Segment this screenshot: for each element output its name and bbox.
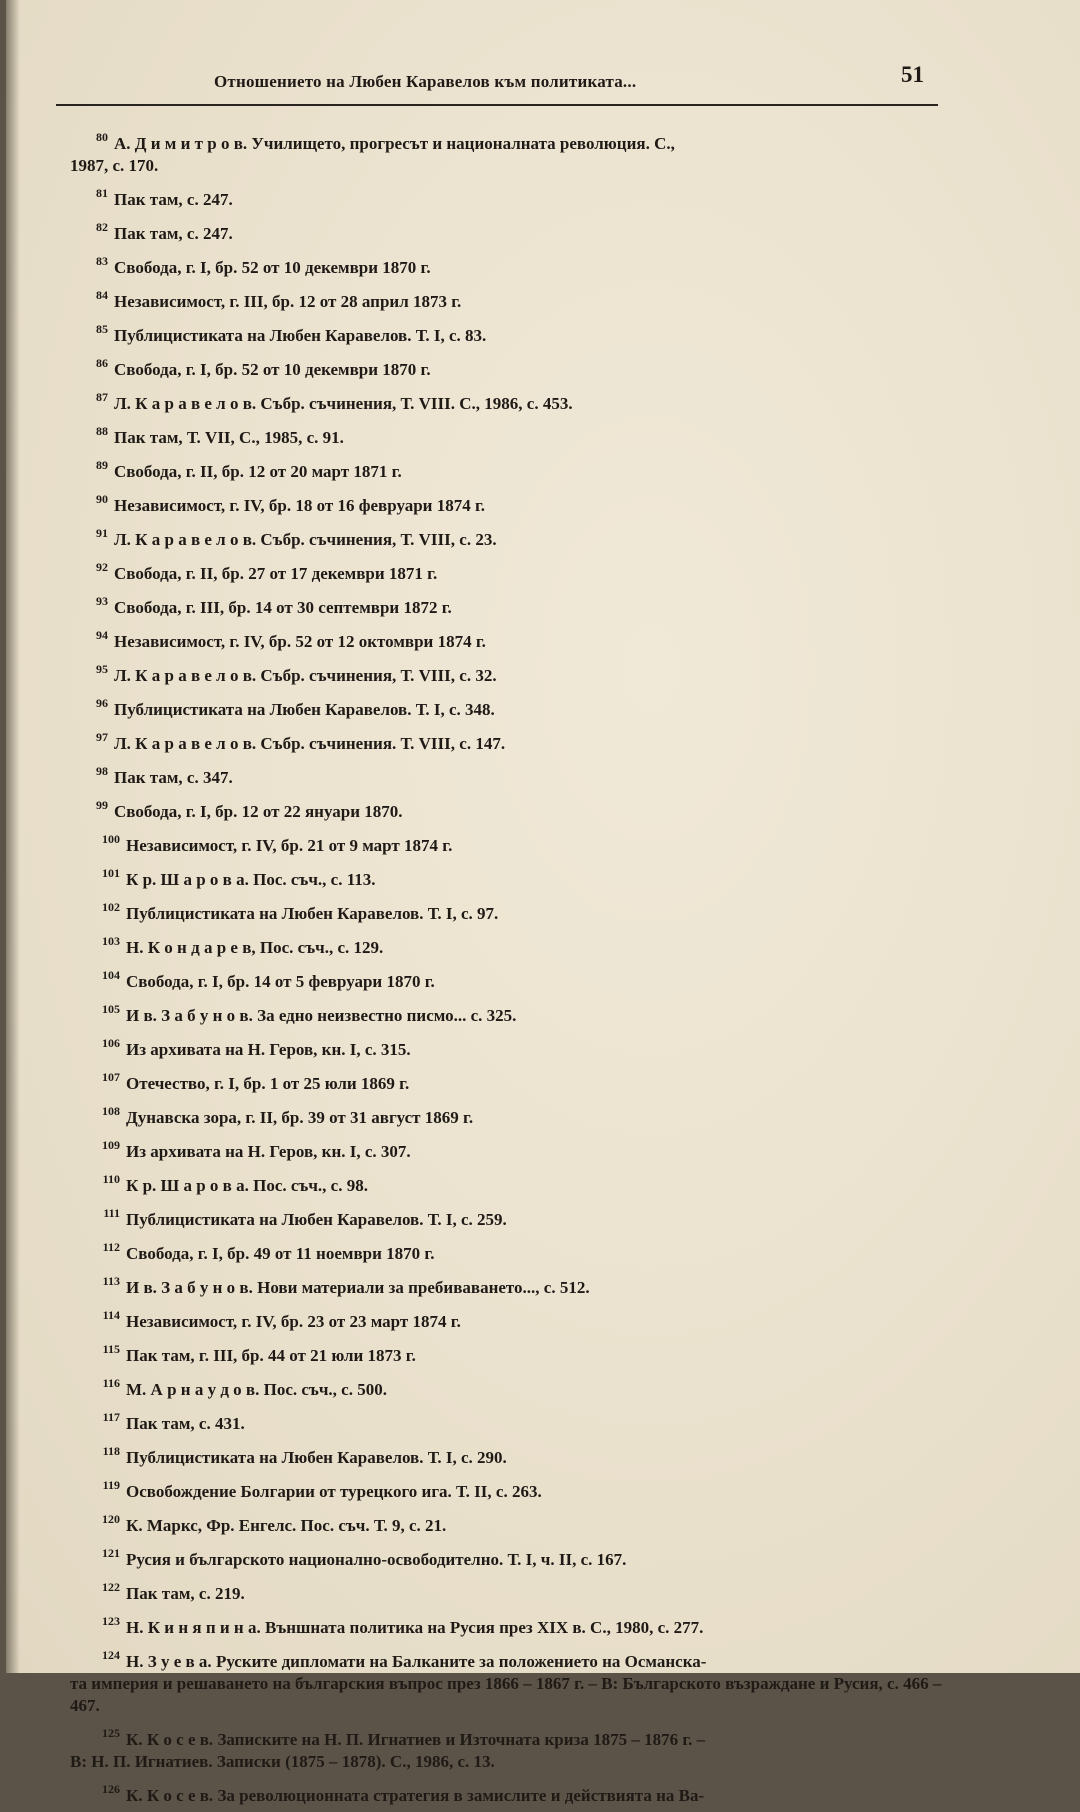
footnote bbox=[70, 1100, 950, 1129]
footnote-text: Събр. съчинения, Т. VIII. С., 1986, с. 453. bbox=[256, 394, 573, 413]
footnote bbox=[70, 1722, 950, 1773]
footnote-line bbox=[70, 1066, 950, 1095]
footnote-number: 96 bbox=[96, 696, 108, 710]
footnote-continuation: В: Н. П. Игнатиев. Записки (1875 – 1878). С., 1986, с. 13. bbox=[70, 1752, 495, 1771]
footnote-number: 125 bbox=[102, 1726, 120, 1740]
footnote bbox=[70, 556, 950, 585]
footnote-line bbox=[70, 352, 950, 381]
footnote-number: 104 bbox=[102, 968, 120, 982]
footnote bbox=[70, 488, 950, 517]
footnote bbox=[70, 182, 950, 211]
footnote-author: К р. Ш а р о в а. bbox=[126, 870, 249, 889]
footnote-text: Външната политика на Русия през XIX в. С., 1980, с. 277. bbox=[260, 1618, 704, 1637]
footnote bbox=[70, 862, 950, 891]
footnote-number: 114 bbox=[102, 1308, 120, 1322]
footnote bbox=[70, 1202, 950, 1231]
footnotes-list bbox=[70, 126, 950, 1812]
footnote-text: Руските дипломати на Балканите за положението на Османска- bbox=[211, 1652, 707, 1671]
footnote-number: 86 bbox=[96, 356, 108, 370]
footnote-text: Пос. съч., с. 113. bbox=[248, 870, 376, 889]
footnote-text: Свобода, г. II, бр. 12 от 20 март 1871 г. bbox=[114, 462, 402, 481]
footnote-number: 122 bbox=[102, 1580, 120, 1594]
footnote bbox=[70, 1270, 950, 1299]
footnote-line bbox=[70, 1508, 950, 1537]
footnote-number: 85 bbox=[96, 322, 108, 336]
footnote-text: Свобода, г. I, бр. 52 от 10 декември 1870 г. bbox=[114, 360, 431, 379]
footnote-number: 84 bbox=[96, 288, 108, 302]
footnote-number: 90 bbox=[96, 492, 108, 506]
footnote-number: 91 bbox=[96, 526, 108, 540]
footnote-line bbox=[70, 1202, 950, 1231]
footnote-number: 126 bbox=[102, 1782, 120, 1796]
footnote-line bbox=[70, 522, 950, 551]
footnote bbox=[70, 1236, 950, 1265]
footnote-line bbox=[70, 794, 950, 823]
footnote-text: За едно неизвестно писмо... с. 325. bbox=[252, 1006, 517, 1025]
footnote-line bbox=[70, 318, 950, 347]
footnote-number: 92 bbox=[96, 560, 108, 574]
footnote-number: 119 bbox=[102, 1478, 120, 1492]
footnote-number: 99 bbox=[96, 798, 108, 812]
footnote-number: 124 bbox=[102, 1648, 120, 1662]
footnote-text: Публицистиката на Любен Каравелов. Т. I, с. 348. bbox=[114, 700, 495, 719]
footnote-text: Независимост, г. IV, бр. 23 от 23 март 1874 г. bbox=[126, 1312, 461, 1331]
footnote-line bbox=[70, 1474, 950, 1503]
footnote-number: 123 bbox=[102, 1614, 120, 1628]
footnote bbox=[70, 692, 950, 721]
footnote-text: Пос. съч., с. 129. bbox=[255, 938, 384, 957]
footnote-author: Н. К и н я п и н а. bbox=[126, 1618, 261, 1637]
footnote-text: Пос. съч., с. 500. bbox=[259, 1380, 387, 1399]
footnote-number: 106 bbox=[102, 1036, 120, 1050]
footnote-author: Л. К а р а в е л о в. bbox=[114, 530, 257, 549]
footnote-line bbox=[70, 126, 950, 155]
footnote-line bbox=[70, 1722, 950, 1751]
footnote-number: 81 bbox=[96, 186, 108, 200]
footnote-line bbox=[70, 1372, 950, 1401]
footnote-text: Отечество, г. I, бр. 1 от 25 юли 1869 г. bbox=[126, 1074, 410, 1093]
footnote-line bbox=[70, 930, 950, 959]
footnote-text: Пак там, с. 347. bbox=[114, 768, 233, 787]
footnote-text: Из архивата на Н. Геров, кн. I, с. 315. bbox=[126, 1040, 411, 1059]
footnote bbox=[70, 1440, 950, 1469]
footnote-author: К. К о с е в. bbox=[126, 1786, 214, 1805]
footnote-line bbox=[70, 1778, 950, 1807]
spine-shadow bbox=[6, 0, 20, 1673]
footnote-line bbox=[70, 760, 950, 789]
footnote-line bbox=[70, 692, 950, 721]
footnote bbox=[70, 1372, 950, 1401]
footnote-number: 116 bbox=[102, 1376, 120, 1390]
footnote-line bbox=[70, 896, 950, 925]
footnote bbox=[70, 1304, 950, 1333]
footnote-number: 89 bbox=[96, 458, 108, 472]
footnote bbox=[70, 896, 950, 925]
footnote bbox=[70, 216, 950, 245]
footnote-text: Пак там, г. III, бр. 44 от 21 юли 1873 г. bbox=[126, 1346, 416, 1365]
footnote bbox=[70, 126, 950, 177]
footnote-author: И в. З а б у н о в. bbox=[126, 1278, 253, 1297]
footnote-text: Свобода, г. I, бр. 52 от 10 декември 1870 г. bbox=[114, 258, 431, 277]
footnote-text: Русия и българското национално-освободително. Т. I, ч. II, с. 167. bbox=[126, 1550, 627, 1569]
footnote-author: К р. Ш а р о в а. bbox=[126, 1176, 249, 1195]
footnote-text: Училището, прогресът и националната революция. С., bbox=[247, 134, 675, 153]
footnote-line bbox=[70, 964, 950, 993]
footnote-text: Свобода, г. I, бр. 49 от 11 ноември 1870 г. bbox=[126, 1244, 435, 1263]
footnote-line bbox=[70, 1134, 950, 1163]
footnote bbox=[70, 352, 950, 381]
footnote-number: 88 bbox=[96, 424, 108, 438]
footnote-line bbox=[70, 488, 950, 517]
footnote-line bbox=[70, 556, 950, 585]
footnote bbox=[70, 522, 950, 551]
footnote-text: Независимост, г. IV, бр. 21 от 9 март 1874 г. bbox=[126, 836, 453, 855]
footnote-line bbox=[70, 1610, 950, 1639]
footnote-text: Събр. съчинения. Т. VIII, с. 147. bbox=[256, 734, 506, 753]
footnote-text: Пак там, с. 247. bbox=[114, 224, 233, 243]
footnote-continuation: та империя и решаването на българския въпрос през 1866 – 1867 г. – В: Българското възраждане и Русия, с. 466 – 467. bbox=[70, 1674, 942, 1715]
footnote-line bbox=[70, 1576, 950, 1605]
footnote bbox=[70, 1508, 950, 1537]
footnote-number: 97 bbox=[96, 730, 108, 744]
footnote-text: К. Маркс, Фр. Енгелс. Пос. съч. Т. 9, с. 21. bbox=[126, 1516, 447, 1535]
footnote-number: 113 bbox=[102, 1274, 120, 1288]
page-number: 51 bbox=[901, 62, 924, 87]
footnote bbox=[70, 284, 950, 313]
footnote bbox=[70, 624, 950, 653]
footnote bbox=[70, 760, 950, 789]
footnote-line bbox=[70, 1100, 950, 1129]
footnote-text: За революционната стратегия в замислите и действията на Ва- bbox=[213, 1786, 705, 1805]
footnote-text: Дунавска зора, г. II, бр. 39 от 31 август 1869 г. bbox=[126, 1108, 474, 1127]
footnote-text: Публицистиката на Любен Каравелов. Т. I, с. 290. bbox=[126, 1448, 507, 1467]
footnote-line bbox=[70, 998, 950, 1027]
footnote-number: 118 bbox=[102, 1444, 120, 1458]
footnote bbox=[70, 726, 950, 755]
footnote-line bbox=[70, 182, 950, 211]
footnote-line bbox=[70, 1542, 950, 1571]
footnote-line bbox=[70, 386, 950, 415]
footnote-number: 121 bbox=[102, 1546, 120, 1560]
footnote-line bbox=[70, 216, 950, 245]
footnote-author: К. К о с е в. bbox=[126, 1730, 214, 1749]
footnote-text: Пак там, с. 247. bbox=[114, 190, 233, 209]
footnote-text: Публицистиката на Любен Каравелов. Т. I, с. 259. bbox=[126, 1210, 507, 1229]
footnote-number: 102 bbox=[102, 900, 120, 914]
footnote-number: 103 bbox=[102, 934, 120, 948]
footnote-author: Л. К а р а в е л о в. bbox=[114, 666, 257, 685]
footnote bbox=[70, 794, 950, 823]
footnote-line bbox=[70, 1440, 950, 1469]
footnote-line bbox=[70, 1168, 950, 1197]
footnote bbox=[70, 590, 950, 619]
footnote-text: Свобода, г. II, бр. 27 от 17 декември 1871 г. bbox=[114, 564, 438, 583]
footnote-text: Публицистиката на Любен Каравелов. Т. I, с. 97. bbox=[126, 904, 499, 923]
footnote bbox=[70, 1338, 950, 1367]
footnote-line bbox=[70, 250, 950, 279]
footnote-author: И в. З а б у н о в. bbox=[126, 1006, 253, 1025]
footnote-text: Пак там, с. 219. bbox=[126, 1584, 245, 1603]
footnote-text: Независимост, г. III, бр. 12 от 28 април 1873 г. bbox=[114, 292, 462, 311]
footnote-line bbox=[70, 726, 950, 755]
footnote bbox=[70, 1134, 950, 1163]
footnote-line bbox=[70, 1032, 950, 1061]
footnote-number: 109 bbox=[102, 1138, 120, 1152]
footnote bbox=[70, 1610, 950, 1639]
footnote bbox=[70, 250, 950, 279]
book-page bbox=[6, 0, 1080, 1805]
footnote-text: Пос. съч., с. 98. bbox=[248, 1176, 368, 1195]
footnote-continuation: 1987, с. 170. bbox=[70, 156, 159, 175]
footnote-number: 87 bbox=[96, 390, 108, 404]
footnote bbox=[70, 828, 950, 857]
footnote-line bbox=[70, 658, 950, 687]
footnote-number: 83 bbox=[96, 254, 108, 268]
footnote bbox=[70, 1474, 950, 1503]
footnote-author: Н. К о н д а р е в, bbox=[126, 938, 256, 957]
running-title: Отношението на Любен Каравелов към политиката... bbox=[214, 72, 637, 91]
footnote-line bbox=[70, 828, 950, 857]
footnote-line bbox=[70, 862, 950, 891]
footnote-number: 94 bbox=[96, 628, 108, 642]
footnote-number: 100 bbox=[102, 832, 120, 846]
footnote-text: Свобода, г. I, бр. 14 от 5 февруари 1870 г. bbox=[126, 972, 435, 991]
footnote bbox=[70, 998, 950, 1027]
footnote-text: Свобода, г. I, бр. 12 от 22 януари 1870. bbox=[114, 802, 403, 821]
footnote-number: 111 bbox=[103, 1206, 120, 1220]
footnote bbox=[70, 1032, 950, 1061]
running-header bbox=[56, 58, 938, 106]
footnote-author: Л. К а р а в е л о в. bbox=[114, 394, 257, 413]
footnote-line bbox=[70, 420, 950, 449]
footnote-line bbox=[70, 284, 950, 313]
footnote-author: А. Д и м и т р о в. bbox=[114, 134, 248, 153]
footnote bbox=[70, 1542, 950, 1571]
footnote-number: 115 bbox=[102, 1342, 120, 1356]
footnote-number: 105 bbox=[102, 1002, 120, 1016]
footnote-number: 101 bbox=[102, 866, 120, 880]
footnote-line bbox=[70, 590, 950, 619]
footnote-line bbox=[70, 454, 950, 483]
footnote-number: 108 bbox=[102, 1104, 120, 1118]
footnote-line bbox=[70, 1406, 950, 1435]
footnote bbox=[70, 1066, 950, 1095]
footnote-number: 107 bbox=[102, 1070, 120, 1084]
footnote bbox=[70, 1168, 950, 1197]
footnote bbox=[70, 1778, 950, 1807]
footnote-line bbox=[70, 624, 950, 653]
footnote-line bbox=[70, 1338, 950, 1367]
footnote bbox=[70, 1644, 950, 1717]
footnote-text: Нови материали за пребиваването..., с. 512. bbox=[252, 1278, 590, 1297]
footnote-number: 80 bbox=[96, 130, 108, 144]
footnote-number: 110 bbox=[102, 1172, 120, 1186]
footnote-line bbox=[70, 1236, 950, 1265]
footnote-number: 93 bbox=[96, 594, 108, 608]
footnote-text: Из архивата на Н. Геров, кн. I, с. 307. bbox=[126, 1142, 411, 1161]
footnote-number: 117 bbox=[102, 1410, 120, 1424]
footnote-line bbox=[70, 1270, 950, 1299]
footnote-line bbox=[70, 1304, 950, 1333]
footnote-text: Пак там, Т. VII, С., 1985, с. 91. bbox=[114, 428, 344, 447]
footnote bbox=[70, 964, 950, 993]
footnote bbox=[70, 930, 950, 959]
footnote-number: 98 bbox=[96, 764, 108, 778]
footnote-number: 82 bbox=[96, 220, 108, 234]
footnote-author: Л. К а р а в е л о в. bbox=[114, 734, 257, 753]
footnote-text: Свобода, г. III, бр. 14 от 30 септември 1872 г. bbox=[114, 598, 452, 617]
footnote bbox=[70, 420, 950, 449]
footnote-author: Н. З у е в а. bbox=[126, 1652, 212, 1671]
footnote-text: Събр. съчинения, Т. VIII, с. 23. bbox=[256, 530, 497, 549]
footnote bbox=[70, 1576, 950, 1605]
footnote bbox=[70, 318, 950, 347]
footnote bbox=[70, 454, 950, 483]
footnote-text: Освобождение Болгарии от турецкого ига. Т. II, с. 263. bbox=[126, 1482, 542, 1501]
footnote bbox=[70, 658, 950, 687]
footnote-number: 120 bbox=[102, 1512, 120, 1526]
footnote bbox=[70, 386, 950, 415]
footnote-line bbox=[70, 1644, 950, 1673]
footnote-text: Публицистиката на Любен Каравелов. Т. I, с. 83. bbox=[114, 326, 487, 345]
footnote bbox=[70, 1406, 950, 1435]
footnote-number: 112 bbox=[102, 1240, 120, 1254]
footnote-text: Записките на Н. П. Игнатиев и Източната криза 1875 – 1876 г. – bbox=[213, 1730, 706, 1749]
footnote-text: Независимост, г. IV, бр. 18 от 16 февруари 1874 г. bbox=[114, 496, 486, 515]
footnote-text: Събр. съчинения, Т. VIII, с. 32. bbox=[256, 666, 497, 685]
footnote-author: М. А р н а у д о в. bbox=[126, 1380, 260, 1399]
footnote-text: Независимост, г. IV, бр. 52 от 12 октомври 1874 г. bbox=[114, 632, 486, 651]
footnote-text: Пак там, с. 431. bbox=[126, 1414, 245, 1433]
footnote-number: 95 bbox=[96, 662, 108, 676]
